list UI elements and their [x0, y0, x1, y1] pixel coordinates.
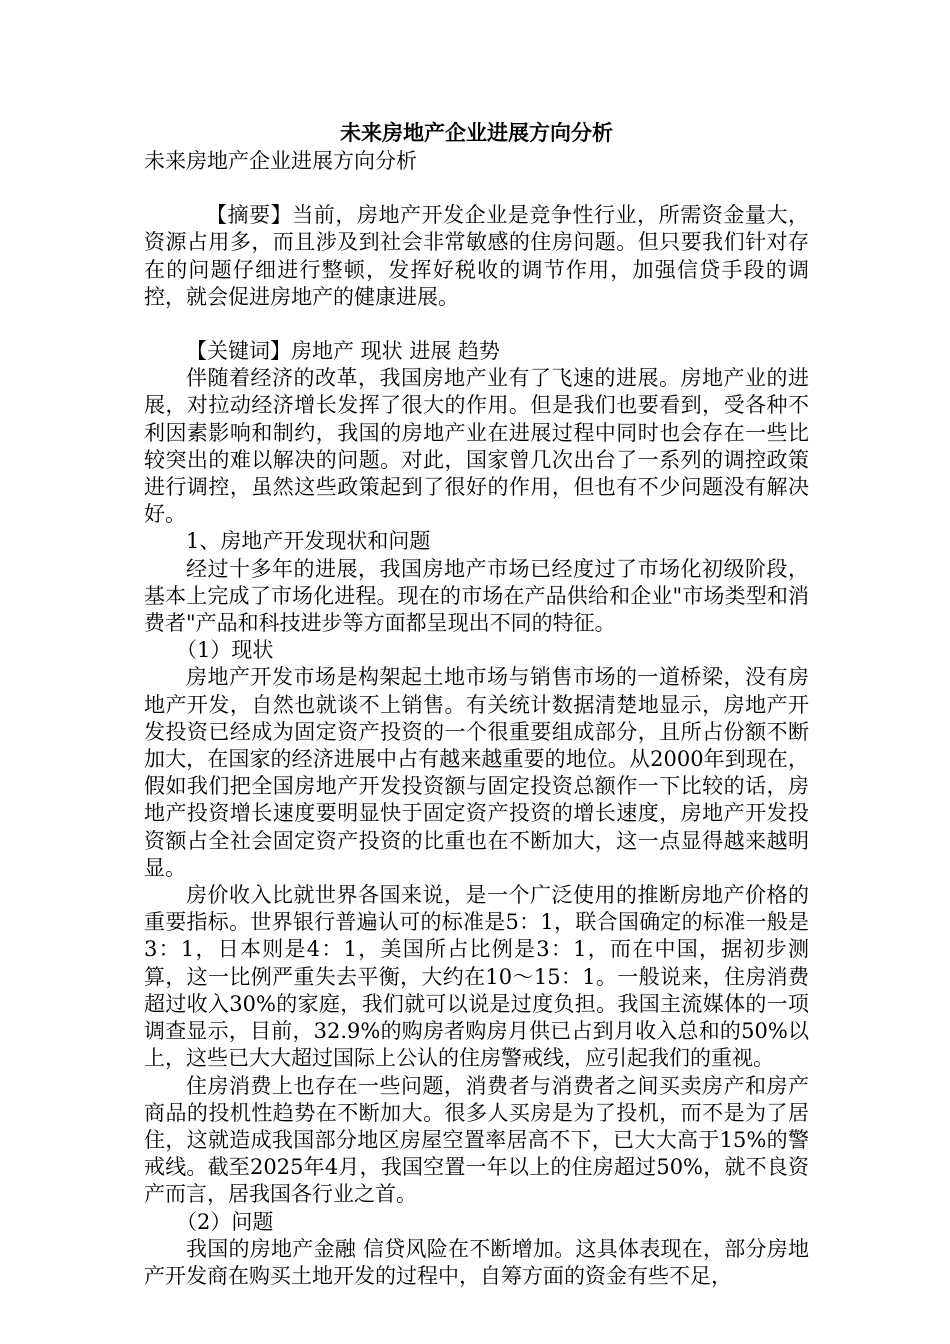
blank-line: [144, 175, 809, 202]
blank-line: [144, 311, 809, 338]
document-subtitle: 未来房地产企业进展方向分析: [144, 149, 417, 173]
document-body: [144, 118, 809, 1290]
document-title: 未来房地产企业进展方向分析: [340, 120, 613, 145]
section-heading: 1、房地产开发现状和问题: [186, 529, 431, 554]
body-paragraph: 我国的房地产金融 信贷风险在不断增加。这具体表现在，部分房地产开发商在购买土地开发的过程中，自筹方面的资金有些不足，: [144, 1236, 809, 1288]
subsection-heading: （1）现状: [176, 638, 274, 663]
keywords-line: 【关键词】房地产 现状 进展 趋势: [186, 339, 501, 364]
body-paragraph: 住房消费上也存在一些问题，消费者与消费者之间买卖房产和房产商品的投机性趋势在不断加大。很多人买房是为了投机，而不是为了居住，这就造成我国部分地区房屋空置率居高不下，已大大高于15%的警戒线。截至2025年4月，我国空置一年以上的住房超过50%，就不良资产而言，居我国各行业之首。: [144, 1073, 809, 1207]
abstract-paragraph: 【摘要】当前，房地产开发企业是竞争性行业，所需资金量大，资源占用多，而且涉及到社会非常敏感的住房问题。但只要我们针对存在的问题仔细进行整顿，发挥好税收的调节作用，加强信贷手段的调控，就会促进房地产的健康进展。: [144, 203, 809, 309]
body-paragraph: 房地产开发市场是构架起土地市场与销售市场的一道桥梁，没有房地产开发，自然也就谈不上销售。有关统计数据清楚地显示，房地产开发投资已经成为固定资产投资的一个很重要组成部分，且所占份额不断加大，在国家的经济进展中占有越来越重要的地位。从2000年到现在，假如我们把全国房地产开发投资额与固定投资总额作一下比较的话，房地产投资增长速度要明显快于固定资产投资的增长速度，房地产开发投资额占全社会固定资产投资的比重也在不断加大，这一点显得越来越明显。: [144, 665, 809, 880]
subsection-heading: （2）问题: [176, 1209, 274, 1234]
body-paragraph: 房价收入比就世界各国来说，是一个广泛使用的推断房地产价格的重要指标。世界银行普遍认可的标准是5：1，联合国确定的标准一般是3：1，日本则是4：1，美国所占比例是3：1，而在中国，据初步测算，这一比例严重失去平衡，大约在10～15：1。一般说来，住房消费超过收入30%的家庭，我们就可以说是过度负担。我国主流媒体的一项调查显示，目前，32.9%的购房者购房月供已占到月收入总和的50%以上，这些已大大超过国际上公认的住房警戒线，应引起我们的重视。: [144, 883, 809, 1071]
intro-paragraph: 伴随着经济的改革，我国房地产业有了飞速的进展。房地产业的进展，对拉动经济增长发挥了很大的作用。但是我们也要看到，受各种不利因素影响和制约，我国的房地产业在进展过程中同时也会存在一些比较突出的难以解决的问题。对此，国家曾几次出台了一系列的调控政策进行调控，虽然这些政策起到了很好的作用，但也有不少问题没有解决好。: [144, 366, 809, 527]
body-paragraph: 经过十多年的进展，我国房地产市场已经度过了市场化初级阶段，基本上完成了市场化进程。现在的市场在产品供给和企业"市场类型和消费者"产品和科技进步等方面都呈现出不同的特征。: [144, 556, 809, 636]
